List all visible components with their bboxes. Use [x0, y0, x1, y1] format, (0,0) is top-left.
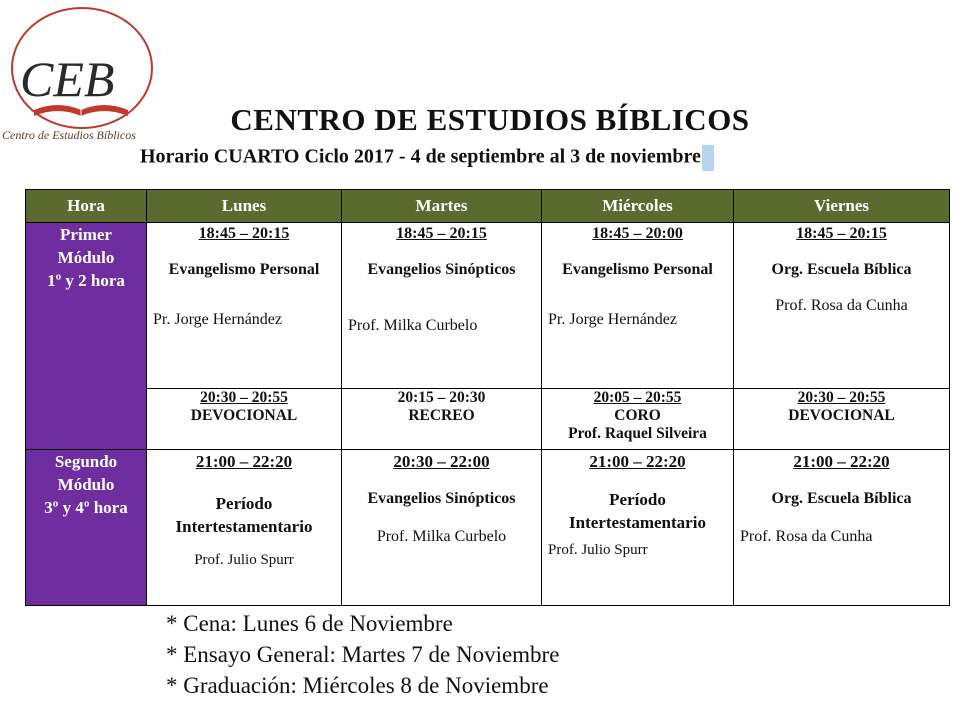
course-name: Evangelios Sinópticos [367, 490, 516, 507]
cell-martes-break [342, 389, 542, 450]
notes-list [166, 608, 559, 701]
header-lunes: Lunes [147, 190, 342, 223]
module-2-name: Segundo [54, 452, 118, 471]
cell-viernes-1 [734, 223, 950, 389]
professor: Prof. Rosa da Cunha [775, 297, 908, 314]
module-2-cell [26, 450, 147, 606]
break-time: 20:05 – 20:55 [593, 389, 682, 406]
page-title: CENTRO DE ESTUDIOS BÍBLICOS [230, 102, 750, 137]
course-name: Evangelismo Personal [562, 261, 713, 278]
module-1-cell [26, 223, 147, 450]
professor: Prof. Milka Curbelo [376, 528, 507, 545]
cell-miercoles-1 [542, 223, 734, 389]
professor: Prof. Julio Spurr [548, 542, 648, 558]
cell-martes-2 [342, 450, 542, 606]
slot-time: 18:45 – 20:15 [198, 225, 290, 242]
course-name-line2: Intertestamentario [569, 513, 706, 532]
module-1-name: Primer [60, 225, 112, 244]
professor: Pr. Jorge Hernández [548, 311, 677, 328]
text-cursor-highlight [702, 145, 714, 171]
schedule-table [25, 189, 950, 606]
note-dinner: * Cena: Lunes 6 de Noviembre [166, 611, 453, 636]
slot-time: 20:30 – 22:00 [393, 452, 490, 471]
slot-time: 21:00 – 22:20 [793, 452, 890, 471]
slot-time: 18:45 – 20:15 [396, 225, 487, 242]
cell-lunes-1 [147, 223, 342, 389]
professor: Prof. Rosa da Cunha [740, 528, 873, 545]
professor: Prof. Julio Spurr [194, 552, 294, 568]
subtitle-text: Horario CUARTO Ciclo 2017 - 4 de septiembre al 3 de noviembre [140, 145, 701, 168]
course-name: Evangelismo Personal [168, 261, 320, 278]
break-label: CORO [614, 407, 661, 424]
slot-time: 18:45 – 20:00 [592, 225, 683, 242]
course-name: Evangelios Sinópticos [367, 261, 516, 278]
break-extra: Prof. Raquel Silveira [568, 425, 707, 442]
break-label: RECREO [408, 407, 475, 424]
module-1-name2: Módulo [57, 248, 115, 267]
svg-text:CEB: CEB [20, 51, 115, 107]
slot-time: 21:00 – 22:20 [589, 452, 686, 471]
slot-time: 18:45 – 20:15 [796, 225, 887, 242]
break-time: 20:30 – 20:55 [200, 389, 288, 406]
cell-miercoles-break [542, 389, 734, 450]
cell-viernes-2 [734, 450, 950, 606]
cell-miercoles-2 [542, 450, 734, 606]
logo-caption: Centro de Estudios Bíblicos [2, 128, 136, 142]
course-name: Org. Escuela Bíblica [771, 490, 912, 507]
break-time: 20:15 – 20:30 [397, 389, 486, 406]
page-subtitle [140, 145, 714, 171]
course-name-line2: Intertestamentario [175, 517, 313, 536]
header-martes: Martes [342, 190, 542, 223]
break-label: DEVOCIONAL [190, 407, 298, 424]
header-viernes: Viernes [734, 190, 950, 223]
cell-martes-1 [342, 223, 542, 389]
course-name: Org. Escuela Bíblica [771, 261, 912, 278]
note-graduation: * Graduación: Miércoles 8 de Noviembre [166, 673, 549, 698]
break-label: DEVOCIONAL [788, 407, 895, 424]
cell-lunes-break [147, 389, 342, 450]
header-hora: Hora [26, 190, 147, 223]
note-rehearsal: * Ensayo General: Martes 7 de Noviembre [166, 642, 560, 667]
cell-lunes-2 [147, 450, 342, 606]
professor: Pr. Jorge Hernández [153, 311, 282, 328]
break-time: 20:30 – 20:55 [797, 389, 886, 406]
course-name: Período [215, 494, 273, 513]
module-2-hours: 3º y 4º hora [44, 498, 128, 517]
slot-time: 21:00 – 22:20 [195, 452, 293, 471]
cell-viernes-break [734, 389, 950, 450]
header-miercoles: Miércoles [542, 190, 734, 223]
professor: Prof. Milka Curbelo [348, 317, 478, 334]
course-name: Período [609, 490, 666, 509]
module-1-hours: 1º y 2 hora [47, 271, 125, 290]
module-2-name2: Módulo [57, 475, 115, 494]
